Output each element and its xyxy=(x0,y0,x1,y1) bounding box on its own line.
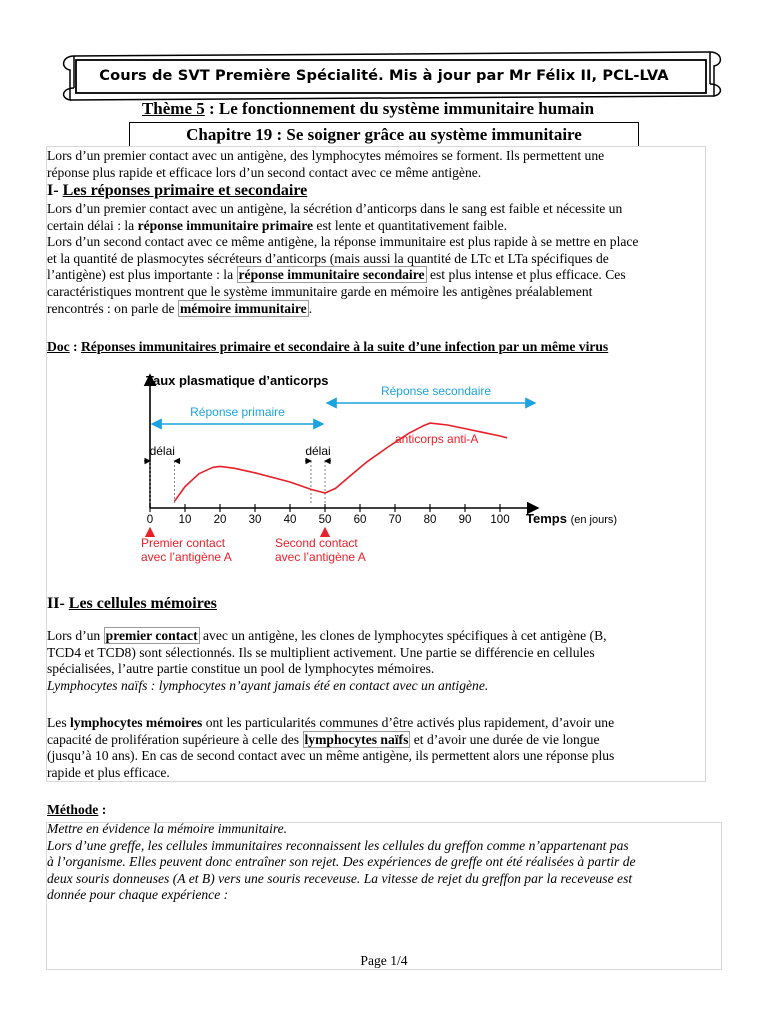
x-tick-label: 50 xyxy=(318,514,332,526)
x-tick-label: 60 xyxy=(353,514,367,526)
second-contact-label: Second contact xyxy=(275,536,358,550)
primary-response-label: Réponse primaire xyxy=(190,405,285,419)
secondary-response-label: Réponse secondaire xyxy=(380,384,492,398)
first-contact-label: avec l’antigène A xyxy=(141,550,232,564)
first-contact-label: Premier contact xyxy=(141,536,226,550)
course-banner-text: Cours de SVT Première Spécialité. Mis à jour par Mr Félix II, PCL-LVA xyxy=(99,67,669,84)
x-tick-label: 20 xyxy=(213,514,227,526)
method-body xyxy=(47,821,723,904)
body-line: l’antigène) est plus importante : la réponse immunitaire secondaire est plus intense et plus efficace. Ces xyxy=(47,267,626,283)
x-tick-label: 80 xyxy=(423,514,437,526)
section1-heading xyxy=(47,181,307,201)
body-line: capacité de prolifération supérieure à celle des lymphocytes naïfs et d’avoir une durée de vie longue xyxy=(47,731,600,747)
antibody-curve-label: anticorps anti-A xyxy=(395,432,479,446)
body-line: spécialisées, l’autre partie constitue un pool de lymphocytes mémoires. xyxy=(47,661,435,677)
x-tick-label: 40 xyxy=(283,514,297,526)
x-tick-label: 30 xyxy=(248,514,262,526)
section2-title: Les cellules mémoires xyxy=(68,595,217,612)
body-line: rencontrés : on parle de mémoire immunitaire . xyxy=(47,300,313,316)
x-tick-label: 100 xyxy=(490,514,510,526)
section1-number: I- xyxy=(47,182,63,199)
method-line: donnée pour chaque expérience : xyxy=(47,887,229,903)
body-line: Lors d’un premier contact avec un antigène, les clones de lymphocytes spécifiques à cet antigène (B, xyxy=(47,628,607,643)
theme-title: : Le fonctionnement du système immunitaire humain xyxy=(204,99,595,118)
method-line: Lors d’une greffe, les cellules immunitaires reconnaissent les cellules du greffon comme n’appartenant pas xyxy=(47,837,629,853)
first-contact-term: premier contact xyxy=(105,628,198,643)
body-line: rapide et plus efficace. xyxy=(47,764,170,780)
doc-title: Réponses immunitaires primaire et secondaire à la suite d’une infection par un même virus xyxy=(80,339,609,354)
body-line: TCD4 et TCD8) sont sélectionnés. Ils se multiplient activement. Une partie se différencie en cellules xyxy=(47,644,595,660)
body-line: certain délai : la réponse immunitaire primaire est lente et quantitativement faible. xyxy=(47,217,508,233)
body-line: Lors d’un second contact avec ce même antigène, la réponse immunitaire est plus rapide à se mettre en place xyxy=(47,234,639,250)
theme-heading xyxy=(0,99,736,119)
body-line: Les lymphocytes mémoires ont les particularités communes d’être activés plus rapidement, d’avoir une xyxy=(47,715,615,730)
section2-para1 xyxy=(47,628,707,694)
secondary-response-term: réponse immunitaire secondaire xyxy=(238,267,425,283)
antibody-response-chart xyxy=(128,365,638,575)
immune-memory-term: mémoire immunitaire xyxy=(179,300,307,316)
doc-label: Doc xyxy=(47,339,70,354)
body-line: (jusqu’à 10 ans). En cas de second contact avec un même antigène, ils permettent alors une réponse plus xyxy=(47,748,615,764)
memory-lymphocytes-term: lymphocytes mémoires xyxy=(70,715,203,730)
body-line: caractéristiques montrent que le système immunitaire garde en mémoire les antigènes préalablement xyxy=(47,283,593,299)
naive-lymphocytes-term: lymphocytes naïfs xyxy=(304,731,409,747)
x-tick-label: 90 xyxy=(458,514,472,526)
x-tick-label: 70 xyxy=(388,514,402,526)
intro-paragraph xyxy=(47,148,604,181)
chapter-title: Chapitre 19 : Se soigner grâce au système immunitaire xyxy=(129,122,639,147)
section2-heading xyxy=(47,594,217,614)
delay2-label: délai xyxy=(305,444,331,458)
section2-para2 xyxy=(47,715,707,781)
section1-title: Les réponses primaire et secondaire xyxy=(62,182,308,199)
body-line: et la quantité de plasmocytes sécréteurs d’anticorps (mais aussi la quantité de LTc et LTa spécifiques de xyxy=(47,250,609,266)
page-number: Page 1/4 xyxy=(360,953,408,968)
method-heading: Méthode : xyxy=(47,802,107,817)
doc-caption: Doc : Réponses immunitaires primaire et secondaire à la suite d’une infection par un même virus xyxy=(47,339,609,354)
body-line: Lors d’un premier contact avec un antigène, la sécrétion d’anticorps dans le sang est faible et nécessite un xyxy=(47,201,623,216)
y-axis-label: Taux plasmatique d’anticorps xyxy=(146,373,329,388)
method-line: deux souris donneuses (A et B) vers une souris receveuse. La vitesse de rejet du greffon par la receveuse est xyxy=(47,870,633,886)
delay1-label: délai xyxy=(149,444,175,458)
method-line: à l’organisme. Elles peuvent donc entraîner son rejet. Des expériences de greffe ont été réalisées à partir de xyxy=(47,854,636,870)
section1-body xyxy=(47,201,707,317)
x-tick-label: 0 xyxy=(146,514,154,526)
x-tick-label: 10 xyxy=(178,514,192,526)
method-line: Mettre en évidence la mémoire immunitaire. xyxy=(47,821,288,836)
second-contact-label: avec l’antigène A xyxy=(275,550,366,564)
method-title: Méthode xyxy=(47,802,99,817)
section2-number: II- xyxy=(47,595,69,612)
primary-response-term: réponse immunitaire primaire xyxy=(137,217,314,233)
intro-line: réponse plus rapide et efficace lors d’un second contact avec ce même antigène. xyxy=(47,164,482,180)
x-axis-label: Temps (en jours) xyxy=(526,511,618,526)
theme-label: Thème 5 xyxy=(141,99,205,118)
intro-line: Lors d’un premier contact avec un antigène, des lymphocytes mémoires se forment. Ils permettent une xyxy=(47,148,605,163)
naive-lymphocyte-definition: Lymphocytes naïfs : lymphocytes n’ayant jamais été en contact avec un antigène. xyxy=(47,677,489,693)
